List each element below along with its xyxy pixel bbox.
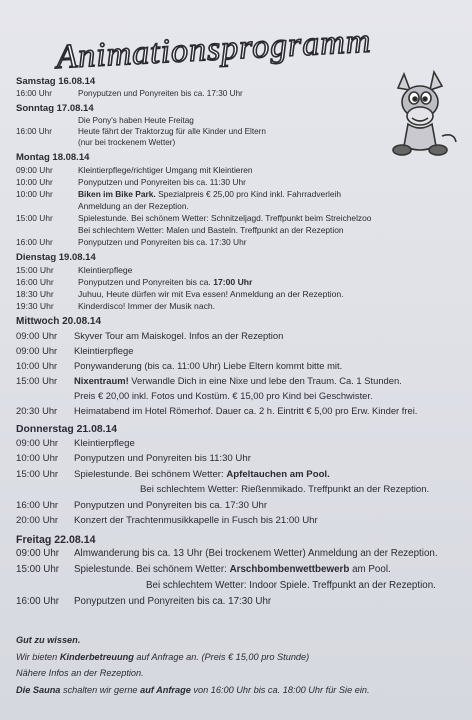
text-run: Die Pony's haben Heute Freitag [78,116,194,125]
schedule-row [16,562,464,578]
event-time [16,200,78,212]
title-lettering [52,14,442,74]
day-heading: Mittwoch 20.08.14 [16,316,102,327]
event-description [74,436,464,451]
schedule-row [16,164,464,176]
event-time: 16:00 Uhr [16,499,59,511]
text-run: Ponyputzen und Ponyreiten bis ca. 11:30 Uhr [78,177,246,187]
event-description [78,188,464,200]
event-description [74,451,464,466]
text-run: Spielestunde. Bei schönem Wetter: [74,468,227,480]
schedule-row [16,264,464,276]
text-run: Anmeldung an der Rezeption. [78,201,189,211]
event-description [74,498,464,513]
event-description [74,467,464,482]
text-run: Kinderdisco! Immer der Musik nach. [78,301,216,311]
event-description [78,126,464,137]
event-time: 09:00 Uhr [16,438,59,449]
schedule-row [16,224,464,236]
event-description [74,358,464,373]
event-time: 20:30 Uhr [16,405,58,416]
text-run: Heute fährt der Traktorzug für alle Kinder und Eltern [78,127,266,136]
event-description [74,578,464,594]
day-heading: Samstag 16.08.14 [16,76,96,87]
schedule-row [16,137,464,148]
schedule-row [16,200,464,212]
event-time: 16:00 Uhr [16,127,52,136]
schedule-row [16,546,464,562]
text-run: 17:00 Uhr [213,277,253,287]
schedule-row [16,288,464,300]
text-run: Arschbombenwettbewerb [229,564,350,576]
text-run: Die Sauna [16,684,61,695]
event-description [78,224,464,236]
day-block [16,316,464,418]
day-heading: Sonntag 17.08.14 [16,103,94,114]
event-time: 15:00 Uhr [16,213,53,223]
footer-heading: Gut zu wissen. [16,635,81,646]
schedule-row [16,212,464,224]
schedule-row [16,388,464,403]
event-description [74,328,464,343]
schedule-row [16,343,464,358]
text-run: Kleintierpflege [74,345,134,356]
text-run: Skyver Tour am Maiskogel. Infos an der Rezeption [74,330,284,341]
footer-line [16,682,464,699]
text-run: Konzert der Trachtenmusikkapelle in Fusch bis 21:00 Uhr [74,515,318,527]
event-description [74,388,464,403]
text-run: Verwandle Dich in eine Nixe und lebe den Traum. Ca. 1 Stunden. [128,375,402,386]
text-run: (nur bei trockenem Wetter) [78,138,176,147]
event-time [16,137,78,148]
text-run: von 16:00 Uhr bis ca. 18:00 Uhr für Sie ein. [190,684,370,695]
text-run: am Pool. [349,564,391,576]
event-time [16,482,74,497]
text-run: Ponyputzen und Ponyreiten bis ca. [78,277,214,287]
schedule [16,72,464,698]
event-description [78,212,464,224]
text-run: Almwanderung bis ca. 13 Uhr (Bei trockenem Wetter) Anmeldung an der Rezeption. [74,548,438,560]
day-heading: Dienstag 19.08.14 [16,252,96,263]
schedule-row [16,115,464,126]
event-time [16,578,74,594]
text-run: Bei schlechtem Wetter: Malen und Basteln. Treffpunkt an der Rezeption [78,225,344,235]
text-run: Wir bieten [16,651,60,662]
event-time: 15:00 Uhr [16,375,58,386]
event-description [78,115,464,126]
event-description [78,276,464,288]
event-time: 15:00 Uhr [16,265,54,275]
event-time: 16:00 Uhr [16,237,53,247]
text-run: Ponyputzen und Ponyreiten bis 11:30 Uhr [74,453,251,465]
schedule-row [16,176,464,188]
day-block [16,103,464,148]
schedule-row [16,373,464,388]
day-heading: Montag 18.08.14 [16,152,90,163]
schedule-row [16,88,464,99]
event-time [16,224,78,236]
text-run: Spielestunde. Bei schönem Wetter: [74,564,230,576]
text-run: Kleintierpflege/richtiger Umgang mit Kleintieren [78,165,253,175]
text-run: Ponyputzen und Ponyreiten bis ca. 17:30 Uhr [74,596,272,608]
schedule-row [16,594,464,610]
event-time: 20:00 Uhr [16,515,59,527]
schedule-row [16,358,464,373]
info-footer [16,632,464,698]
schedule-row [16,236,464,248]
event-description [74,562,464,578]
text-run: Spezialpreis € 25,00 pro Kind inkl. Fahrradverleih [155,189,342,199]
event-time: 10:00 Uhr [16,177,53,187]
event-time: 16:00 Uhr [16,277,54,287]
event-time: 19:30 Uhr [16,301,54,311]
event-description [78,137,464,148]
text-run: Preis € 20,00 inkl. Fotos und Kostüm. € 15,00 pro Kind bei Geschwister. [74,390,373,401]
event-time [16,388,74,403]
event-time: 18:30 Uhr [16,289,54,299]
schedule-row [16,451,464,466]
text-run: Spielestunde. Bei schönem Wetter: Schnitzeljagd. Treffpunkt beim Streichelzoo [78,213,372,223]
text-run: Ponywanderung (bis ca. 11:00 Uhr) Liebe Eltern kommt bitte mit. [74,360,343,371]
title-text: Animationsprogramm [55,22,373,74]
event-time: 09:00 Uhr [16,165,53,175]
event-time: 10:00 Uhr [16,453,59,465]
schedule-row [16,126,464,137]
event-description [74,343,464,358]
text-run: Kleintierpflege [74,438,135,449]
text-run: Bei schlechtem Wetter: Rießenmikado. Treffpunkt an der Rezeption. [140,484,430,496]
event-time [16,115,78,126]
text-run: auf Anfrage an. (Preis € 15,00 pro Stunde) [133,651,310,662]
schedule-row [16,403,464,418]
event-time: 16:00 Uhr [16,596,60,608]
schedule-row [16,436,464,451]
schedule-row [16,482,464,497]
schedule-row [16,300,464,312]
schedule-row [16,276,464,288]
event-description [74,403,464,418]
event-time: 10:00 Uhr [16,360,58,371]
day-block [16,76,464,99]
event-time: 09:00 Uhr [16,330,58,341]
text-run: Nähere Infos an der Rezeption. [16,668,144,679]
text-run: Bei schlechtem Wetter: Indoor Spiele. Treffpunkt an der Rezeption. [146,580,436,592]
schedule-row [16,328,464,343]
text-run: Kleintierpflege [78,265,133,275]
footer-line [16,649,464,666]
text-run: Apfeltauchen am Pool. [226,468,330,480]
text-run: Kinderbetreuung [59,651,134,662]
event-time: 09:00 Uhr [16,548,60,560]
text-run: auf Anfrage [140,684,191,695]
text-run: Ponyputzen und Ponyreiten bis ca. 17:30 Uhr [78,237,247,247]
day-block [16,152,464,248]
event-time: 10:00 Uhr [16,189,53,199]
schedule-row [16,578,464,594]
event-description [78,300,464,312]
text-run: Ponyputzen und Ponyreiten bis ca. 17:30 Uhr [78,89,243,98]
schedule-row [16,188,464,200]
event-description [74,546,464,562]
event-description [78,176,464,188]
event-description [78,164,464,176]
text-run: Juhuu, Heute dürfen wir mit Eva essen! Anmeldung an der Rezeption. [78,289,344,299]
event-description [74,482,464,497]
event-time: 15:00 Uhr [16,564,60,576]
event-description [78,236,464,248]
text-run: schalten wir gerne [60,684,141,695]
text-run: Ponyputzen und Ponyreiten bis ca. 17:30 Uhr [74,499,268,511]
text-run: Biken im Bike Park. [78,189,156,199]
day-block [16,534,464,610]
schedule-row [16,467,464,482]
event-time: 15:00 Uhr [16,468,59,480]
schedule-row [16,513,464,528]
day-block [16,252,464,312]
event-description [78,200,464,212]
day-heading: Donnerstag 21.08.14 [16,424,118,435]
event-description [74,594,464,610]
page-title [52,14,442,74]
event-description [74,513,464,528]
footer-line [16,665,464,682]
event-time: 16:00 Uhr [16,89,52,98]
event-description [78,88,464,99]
event-description [78,264,464,276]
event-description [78,288,464,300]
event-time: 09:00 Uhr [16,345,58,356]
text-run: Nixentraum! [74,375,129,386]
schedule-row [16,498,464,513]
day-heading: Freitag 22.08.14 [16,534,96,547]
day-block [16,424,464,528]
text-run: Heimatabend im Hotel Römerhof. Dauer ca. 2 h. Eintritt € 5,00 pro Erw. Kinder frei. [74,405,418,416]
event-description [74,373,464,388]
